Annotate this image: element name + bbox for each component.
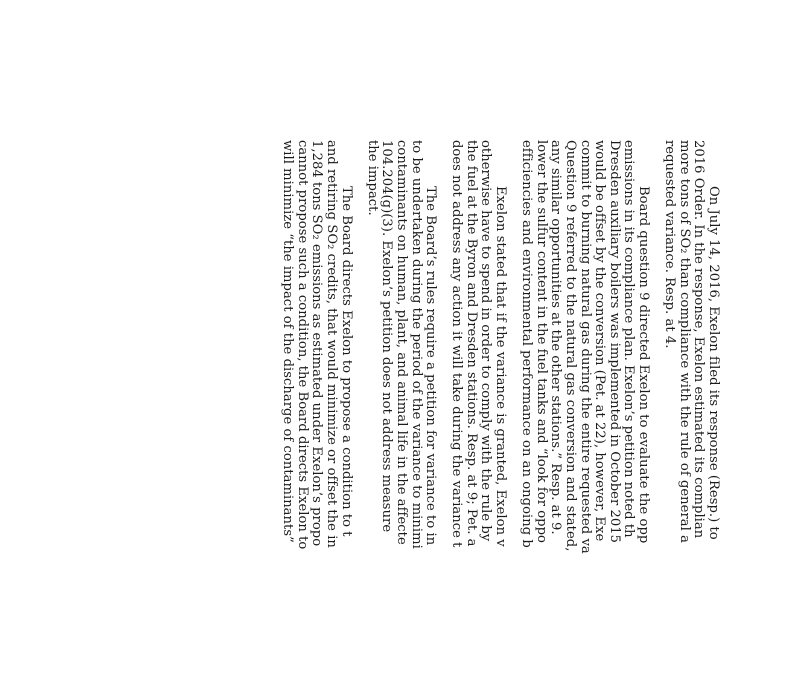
text-line: and retiring SO₂ credits, that would minimize or offset the in	[323, 140, 339, 548]
text-line: the impact.	[364, 140, 380, 216]
text-line: 104.204(g)(3). Exelon’s petition does not address measure	[379, 140, 395, 533]
text-line: more tons of SO₂ than compliance with the rule of general a	[676, 140, 692, 543]
text-line: 1,284 tons SO₂ emissions as estimated under Exelon’s propo	[309, 140, 325, 547]
text-line: commit to burning natural gas during the entire requested va	[577, 140, 593, 554]
paragraph-board-question-9	[519, 140, 650, 700]
text-line: requested variance. Resp. at 4.	[662, 140, 678, 349]
text-line: The Board directs Exelon to propose a condition to t	[338, 186, 354, 537]
text-line: 2016 Order. In the response, Exelon estimated its complian	[691, 140, 707, 539]
text-line: to be undertaken during the period of the variance to minimi	[408, 140, 424, 549]
text-line: otherwise have to spend in order to comply with the rule by	[478, 140, 494, 542]
text-line: contaminants on human, plant, and animal life in the affecte	[393, 140, 409, 545]
paragraph-board-directs	[280, 140, 353, 700]
text-line: any similar opportunities at the other stations.” Resp. at 9.	[548, 140, 564, 535]
paragraph-variance-granted	[449, 140, 507, 700]
text-line: Board question 9 directed Exelon to evaluate the opp	[636, 186, 652, 544]
text-line: efficiencies and environmental performance on an ongoing b	[519, 140, 535, 548]
text-line: emissions in its compliance plan. Exelon’s petition noted th	[621, 140, 637, 538]
text-line: will minimize “the impact of the discharge of contaminants”	[280, 140, 296, 543]
text-line: does not address any action it will take during the variance t	[449, 140, 465, 548]
text-line: Question 9 referred to the natural gas conversion and stated,	[563, 140, 579, 552]
text-line: Exelon stated that if the variance is granted, Exelon v	[493, 186, 509, 547]
paragraph-response-filed	[662, 140, 720, 700]
text-line: the fuel at the Byron and Dresden stations. Resp. at 9; Pet. a	[463, 140, 479, 547]
text-line: lower the sulfur content in the fuel tanks and “look for oppo	[533, 140, 549, 543]
text-line: Dresden auxiliary boilers was implemented in October 2015	[606, 140, 622, 543]
rotated-page-wrapper	[160, 140, 720, 627]
text-line: cannot propose such a condition, the Board directs Exelon to	[294, 140, 310, 550]
document-page	[233, 140, 720, 700]
text-line: The Board’s rules require a petition for variance to in	[423, 186, 439, 546]
text-line: would be offset by the conversion (Pet. at 22), however, Exe	[592, 140, 608, 542]
text-line: On July 14, 2016, Exelon filed its response (Resp.) to	[706, 186, 721, 540]
paragraph-board-rules	[364, 140, 437, 700]
